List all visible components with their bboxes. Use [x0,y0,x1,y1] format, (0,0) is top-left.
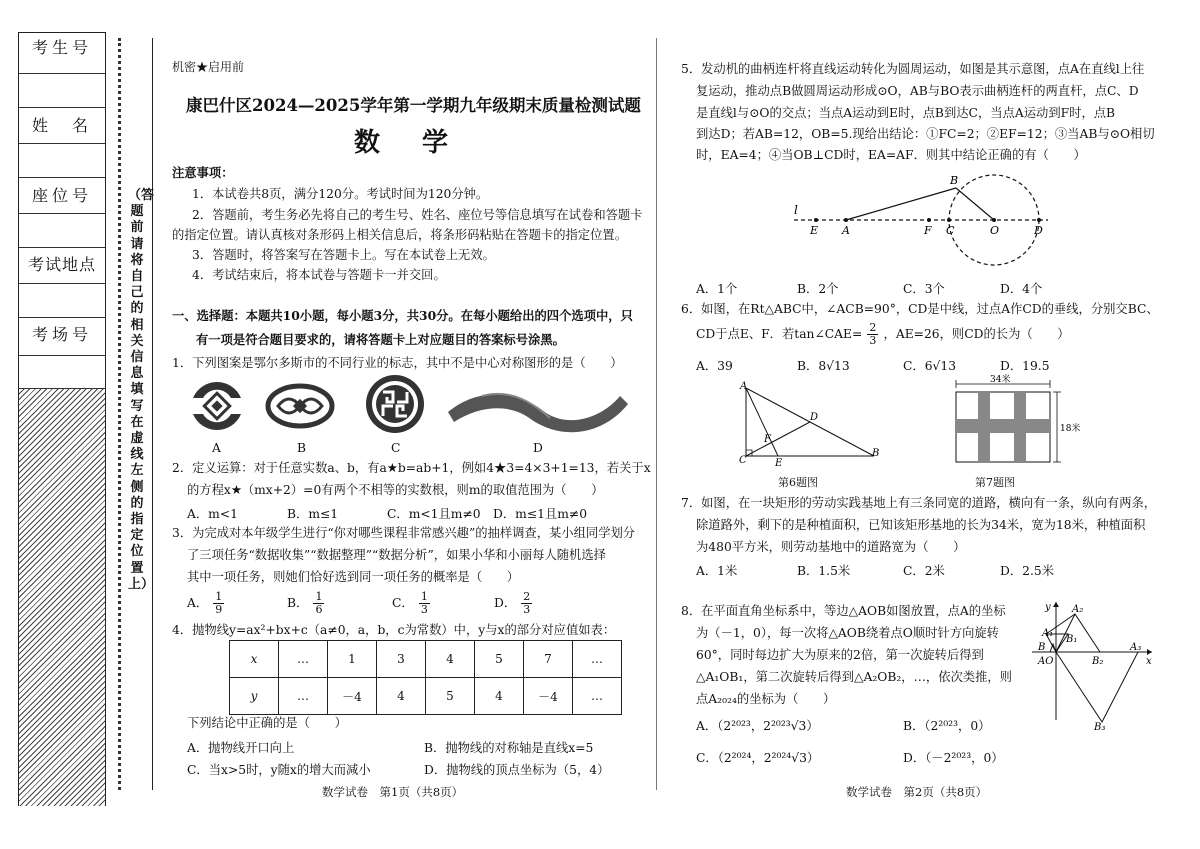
q6-option-b: B．8√13 [797,359,850,373]
notice-title: 注意事项： [172,165,234,180]
notice-item: 的指定位置。请认真核对条形码上相关信息后，将条形码粘贴在答题卡的指定位置。 [172,228,627,242]
q4-option-d: D．抛物线的顶点坐标为（5，4） [424,763,610,777]
table-cell: 4 [475,678,524,715]
fig6-triangle [736,378,886,466]
q8-option-a: A．（2²⁰²³，2²⁰²³√3） [696,719,819,733]
fig8-label-x: x [1146,656,1152,667]
hatch-pattern [19,388,105,806]
fig6-label-c: C [739,455,747,466]
table-row [230,641,622,678]
question-5-cont: 时，EA=4；④当OB⊥CD时，EA=AF．则其中结论正确的有（ ） [696,148,1086,162]
q7-option-a: A．1米 [696,564,738,578]
section-heading: 有一项是符合题目要求的，请将答题卡上对应题目的答案标号涂黑。 [196,332,565,347]
table-cell: y [230,678,279,715]
page-left-rule [152,38,153,790]
fill-line [19,143,105,144]
table-cell: 5 [475,641,524,678]
emblem-a [193,382,241,430]
question-5-cont: 是直线l与⊙O的交点；当点A运动到E时，点B到达C，当点A运动到F时，点B [696,106,1116,120]
fig5-label-d: D [1034,224,1043,237]
table-cell: 4 [426,641,475,678]
q4-option-b: B．抛物线的对称轴是直线x=5 [424,741,594,755]
table-cell: … [279,641,328,678]
q1-label-c: C [391,441,401,455]
fill-line [19,355,105,356]
q1-label-b: B [297,441,307,455]
q6-option-c: C．6√13 [903,359,957,373]
fill-line [19,283,105,284]
table-row [230,678,622,715]
question-5: 5．发动机的曲柄连杆将直线运动转化为圆周运动，如图是其示意图，点A在直线l上往 [681,62,1145,76]
page2-footer: 数学试卷 第2页（共8页） [846,785,988,799]
q1-label-d: D [533,441,543,455]
page1-footer: 数学试卷 第1页（共8页） [322,785,464,799]
table-cell: 1 [328,641,377,678]
notice-item: 1．本试卷共8页，满分120分。考试时间为120分钟。 [192,187,489,201]
section-heading: 一、选择题：本题共10小题，每小题3分，共30分。在每小题给出的四个选项中，只 [172,308,633,323]
table-cell: … [279,678,328,715]
q1-label-a: A [212,441,221,455]
question-2: 2．定义运算：对于任意实数a、b，有a★b=ab+1，例如4★3=4×3+1=13，若关于x [172,461,651,475]
label-exam-room: 考场号 [31,325,92,344]
fig8-label-b1: B₁ [1066,634,1078,645]
question-8-cont: 点A₂₀₂₄的坐标为（ ） [696,692,836,706]
q3-option-d: D． $\frac{2}{3}$ [494,590,531,616]
page-separator [656,38,657,790]
fig6-label-a: A [740,381,748,392]
emblem-b [268,386,332,426]
table-cell: －4 [328,678,377,715]
fig6-caption: 第6题图 [778,476,818,489]
label-name: 姓 名 [31,116,92,135]
q5-option-c: C．3个 [903,282,945,296]
fig8-label-ao: AO [1038,656,1054,667]
fill-line [19,73,105,74]
fig8-label-y: y [1045,602,1051,613]
q3-option-c: C． $\frac{1}{3}$ [392,590,428,616]
q7-option-c: C．2米 [903,564,945,578]
label-seat-number: 座位号 [31,186,92,205]
question-3-cont: 了三项任务“数据收集”“数据整理”“数据分析”，如果小华和小丽每人随机选择 [187,548,606,562]
exam-title: 康巴什区2024—2025学年第一学期九年级期末质量检测试题 [186,96,641,115]
fig5-label-e: E [810,224,819,237]
fill-line [19,177,105,178]
table-cell: 4 [377,678,426,715]
q4-value-table [229,640,622,715]
question-5-cont: 到达D；若AB=12，OB=5.现给出结论：①FC=2；②EF=12；③当AB与⊙O相切 [696,127,1155,141]
fig8-label-a3: A₃ [1130,642,1142,653]
binding-note: （答题前请将自己的相关信息填写在虚线左侧的指定位置上） [128,188,155,592]
q3-option-b: B． $\frac{1}{6}$ [287,590,323,616]
table-cell: 7 [524,641,573,678]
fig8-label-a1: A₁ [1042,628,1054,639]
fill-line [19,107,105,108]
question-8-cont: 为（－1，0），每一次将△AOB绕着点O顺时针方向旋转 [696,626,999,640]
q2-option-b: B．m≤1 [287,507,339,521]
table-cell: … [573,678,622,715]
fig5-label-b: B [950,174,959,187]
secret-label: 机密★启用前 [172,60,245,74]
q8-option-b: B．（2²⁰²³，0） [903,719,991,733]
q2-option-a: A．m<1 [187,507,238,521]
label-exam-number: 考生号 [31,38,92,57]
q8-option-c: C．（2²⁰²⁴，2²⁰²⁴√3） [696,751,820,765]
fig8-label-b2: B₂ [1092,656,1104,667]
table-cell: －4 [524,678,573,715]
fill-line [19,317,105,318]
question-3: 3．为完成对本年级学生进行“你对哪些课程非常感兴趣”的抽样调查，某小组同学划分 [172,526,636,540]
fig8-label-b3: B₃ [1094,722,1106,732]
fig5-label-f: F [924,224,932,237]
emblem-c [366,375,424,433]
question-5-cont: 复运动，推动点B做圆周运动形成⊙O，AB与BO表示曲柄连杆的两直杆，点C、D [696,84,1139,98]
notice-item: 3．答题时，将答案写在答题卡上。写在本试卷上无效。 [192,248,495,262]
fig7-caption: 第7题图 [975,476,1015,489]
fig7-height-label: 18米 [1060,424,1081,434]
q5-option-d: D．4个 [1000,282,1043,296]
fig5-label-o: O [990,224,1000,237]
q4-stem: 下列结论中正确的是（ ） [187,716,347,730]
subject-title: 数 学 [354,128,457,158]
question-6: 6．如图，在Rt△ABC中，∠ACB=90°，CD是中线，过点A作CD的垂线，分别交BC、 [681,302,1159,316]
fig8-coordinate [1030,598,1158,732]
fill-line [19,213,105,214]
notice-item: 2．答题前，考生务必先将自己的考生号、姓名、座位号等信息填写在试卷和答题卡 [192,208,643,222]
question-8: 8．在平面直角坐标系中，等边△AOB如图放置，点A的坐标 [681,604,1006,618]
fig8-label-a2: A₂ [1072,604,1084,615]
fig5-label-l: l [794,203,798,217]
q4-option-a: A．抛物线开口向上 [187,741,295,755]
fig5-label-c: C [946,224,955,237]
fig5-label-a: A [842,224,850,237]
emblem-d [448,394,628,432]
fig6-label-e: E [775,458,783,466]
label-exam-location: 考试地点 [27,255,96,274]
q5-option-a: A．1个 [696,282,738,296]
q8-option-d: D．（－2²⁰²³，0） [903,751,1004,765]
q1-emblems [182,374,642,438]
question-3-cont: 其中一项任务，则她们恰好选到同一项任务的概率是（ ） [187,570,520,584]
question-8-cont: △A₁OB₁，第二次旋转后得到△A₂OB₂，…，依次类推，则 [696,670,1012,684]
q6-option-a: A．39 [696,359,733,373]
fig6-label-f: F [764,434,771,445]
fig6-label-b: B [872,448,880,459]
question-4: 4．抛物线y=ax²+bx+c（a≠0，a，b，c为常数）中，y与x的部分对应值如表： [172,623,616,637]
q5-option-b: B．2个 [797,282,839,296]
table-cell: x [230,641,279,678]
binding-dotted-line [118,38,121,790]
notice-item: 4．考试结束后，将本试卷与答题卡一并交回。 [192,268,446,282]
q3-option-a: A． $\frac{1}{9}$ [187,590,223,616]
q2-option-d: D．m≤1且m≠0 [493,507,588,521]
q2-option-c: C．m<1且m≠0 [387,507,481,521]
table-cell: 5 [426,678,475,715]
fig7-width-label: 34米 [990,375,1011,385]
question-2-cont: 的方程x★（mx+2）=0有两个不相等的实数根，则m的取值范围为（ ） [187,483,604,497]
q4-option-c: C．当x>5时，y随x的增大而减小 [187,763,371,777]
fig8-label-b: B [1038,642,1046,653]
question-7-cont: 为480平方米，则劳动基地中的道路宽为（ ） [696,540,966,554]
question-7-cont: 除道路外，剩下的是种植面积，已知该矩形基地的长为34米，宽为18米，种植面积 [696,518,1146,532]
q7-option-b: B．1.5米 [797,564,851,578]
table-cell: 3 [377,641,426,678]
question-8-cont: 60°，同时每边扩大为原来的2倍，第一次旋转后得到 [696,648,984,662]
q6-option-d: D．19.5 [1000,359,1050,373]
fig6-label-d: D [810,412,819,423]
q7-option-d: D．2.5米 [1000,564,1055,578]
table-cell: … [573,641,622,678]
fill-line [19,247,105,248]
student-info-box [18,32,106,806]
question-1: 1．下列图案是鄂尔多斯市的不同行业的标志，其中不是中心对称图形的是（ ） [172,356,623,370]
question-7: 7．如图，在一块矩形的劳动实践基地上有三条同宽的道路，横向有一条，纵向有两条， [681,496,1157,510]
question-6-cont: CD于点E、F．若tan∠CAE= $\frac{2}{3}$ ，AE=26，则CD的长为（ ） [696,321,1070,347]
fig7-rectangle [950,374,1090,466]
q5-figure [786,170,1056,270]
